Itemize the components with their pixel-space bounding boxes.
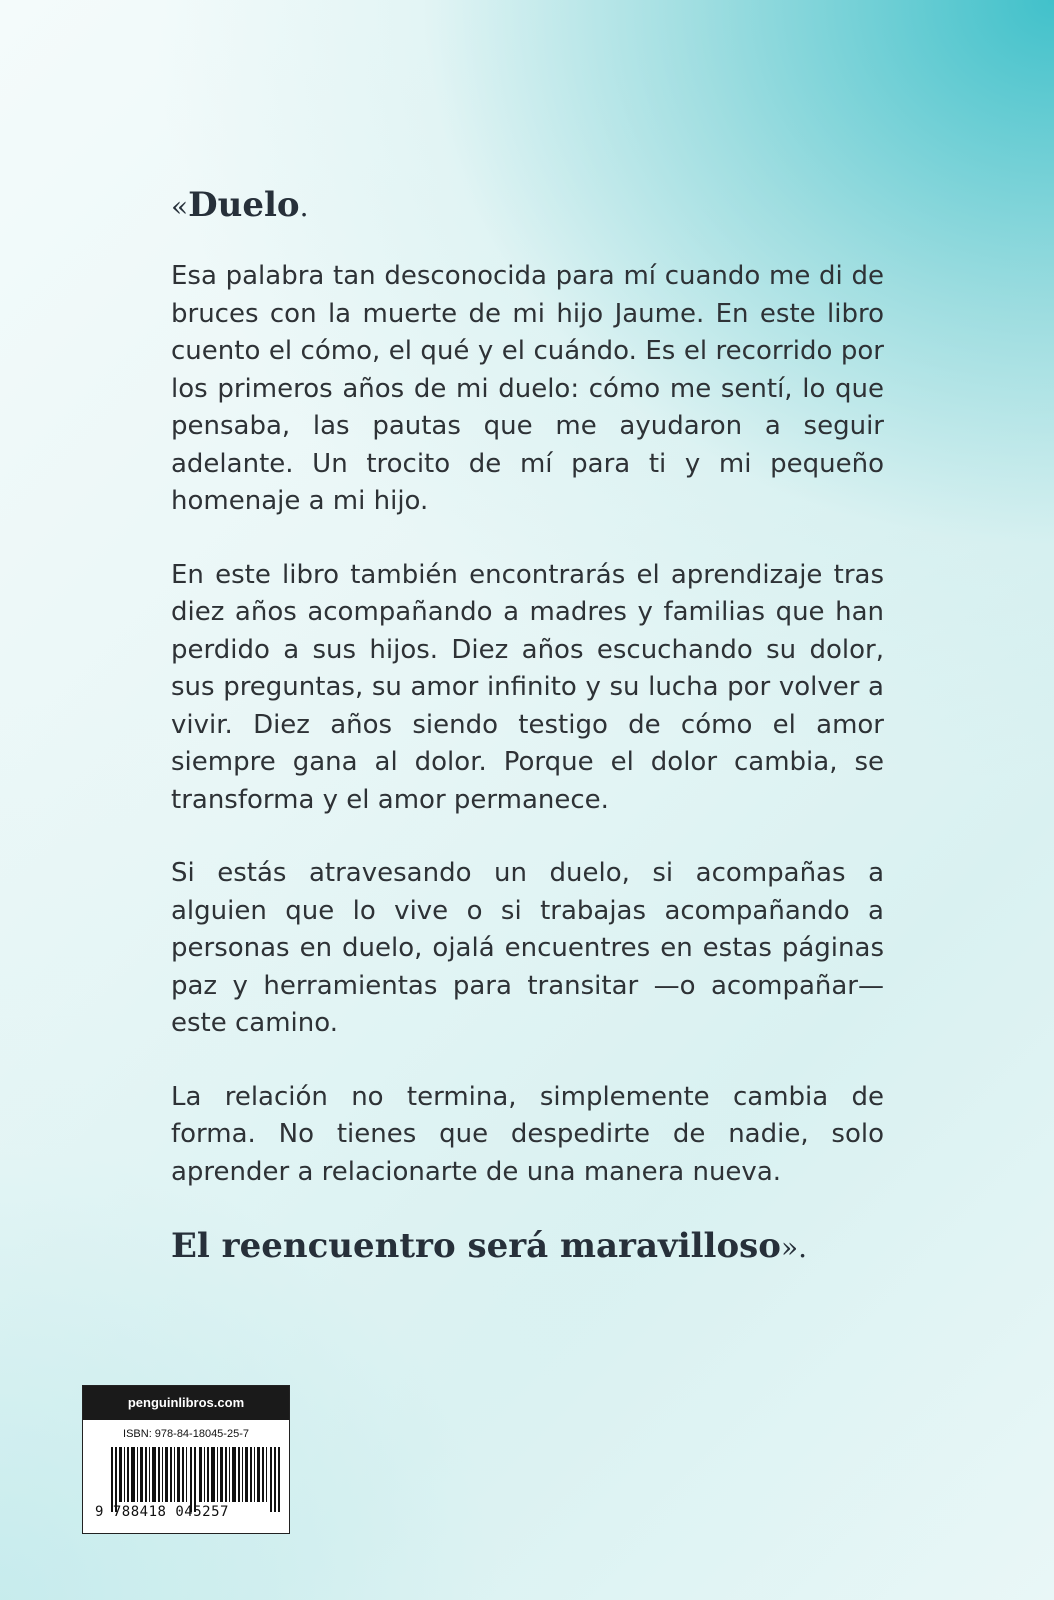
closing-quote: ». [780, 1231, 808, 1264]
paragraph-3: Si estás atravesando un duelo, si acompañas a alguien que lo vive o si trabajas acompañando a personas en duelo, ojalá encuentres en estas páginas paz y herramientas para transitar —o acompañar— este camino. [171, 858, 884, 1038]
heading-period: . [299, 190, 309, 223]
heading-word: Duelo [188, 185, 300, 225]
paragraph-4: La relación no termina, simplemente cambia de forma. No tienes que despedirte de nadie, solo aprender a relacionarte de una manera nueva. [171, 1081, 884, 1187]
blurb-heading [171, 180, 884, 232]
paragraph-2: En este libro también encontrarás el aprendizaje tras diez años acompañando a madres y familias que han perdido a sus hijos. Diez años escuchando su dolor, sus preguntas, su amor infinito y su lucha por volver a vivir. Diez años siendo testigo de cómo el amor siempre gana al dolor. Porque el dolor cambia, se transforma y el amor permanece. [171, 559, 884, 815]
isbn-label: ISBN: 978-84-18045-25-7 [123, 1428, 249, 1440]
isbn-barcode-box [82, 1385, 290, 1534]
paragraph-1: Esa palabra tan desconocida para mí cuando me di de bruces con la muerte de mi hijo Jaume. En este libro cuento el cómo, el qué y el cuándo. Es el recorrido por los primeros años de mi duelo: cómo me sentí, lo que pensaba, las pautas que me ayudaron a seguir adelante. Un trocito de mí para ti y mi pequeño homenaje a mi hijo. [171, 261, 884, 516]
barcode-digits: 9 788418 045257 [95, 1504, 229, 1520]
closing-text: El reencuentro será maravilloso [171, 1226, 781, 1266]
opening-quote: « [171, 190, 189, 223]
barcode-bars [111, 1447, 281, 1512]
back-cover-blurb [171, 180, 884, 1273]
publisher-website: penguinlibros.com [83, 1386, 289, 1420]
closing-line [171, 1221, 884, 1273]
